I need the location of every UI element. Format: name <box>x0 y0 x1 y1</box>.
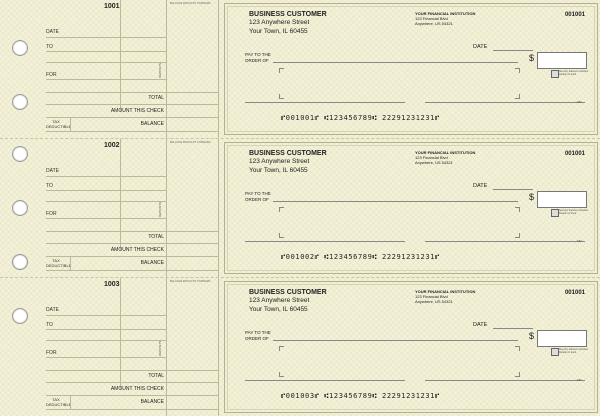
business-address: 123 Anywhere Street Your Town, IL 60455 <box>249 19 310 35</box>
stub-for-line <box>46 357 166 358</box>
check-stub <box>40 0 220 138</box>
check-date-label: DATE <box>473 322 488 328</box>
stub-number: 1003 <box>104 281 120 288</box>
stub-to-line <box>46 201 166 202</box>
dollar-sign: $ <box>529 331 535 341</box>
business-address: 123 Anywhere Street Your Town, IL 60455 <box>249 297 310 313</box>
check-row <box>0 0 600 138</box>
check-stub <box>40 139 220 277</box>
tax-deductible-label: TAX DEDUCTIBLE <box>46 397 72 407</box>
bracket-corner <box>515 94 520 99</box>
stub-to-line <box>46 62 166 63</box>
padlock-icon <box>551 209 559 217</box>
amount-this-check-label: AMOUNT THIS CHECK <box>110 108 164 114</box>
mp-label: MP <box>577 239 582 243</box>
amount-box <box>537 330 587 347</box>
check-row <box>0 278 600 416</box>
stub-to-label: TO <box>46 44 53 50</box>
binder-hole <box>12 146 28 162</box>
binder-hole <box>12 94 28 110</box>
check-number: 001001 <box>564 12 585 18</box>
stub-line <box>46 256 218 257</box>
total-label: TOTAL <box>148 373 164 379</box>
check-date-line <box>493 328 533 329</box>
amount-this-check-label: AMOUNT THIS CHECK <box>110 386 164 392</box>
bracket-corner <box>279 372 284 377</box>
binder-hole <box>12 308 28 324</box>
bank-address: 123 Financial Blvd Anywhere, US 54321 <box>415 294 453 304</box>
deposits-label: DEPOSITS <box>158 201 162 217</box>
stub-line <box>46 231 218 232</box>
payee-line <box>273 340 518 341</box>
memo-line <box>245 380 405 381</box>
bracket-corner <box>515 68 520 73</box>
stub-date-label: DATE <box>46 168 59 174</box>
balance-label: BALANCE <box>140 260 164 266</box>
security-text: Security features included. Details on back. <box>559 209 589 215</box>
dollar-sign: $ <box>529 53 535 63</box>
memo-line <box>245 241 405 242</box>
signature-line <box>425 241 585 242</box>
stub-for-label: FOR <box>46 72 57 78</box>
check-row <box>0 139 600 277</box>
stub-line <box>46 117 218 118</box>
bracket-corner <box>279 68 284 73</box>
padlock-icon <box>551 70 559 78</box>
stub-line <box>46 104 218 105</box>
deposits-label: DEPOSITS <box>158 62 162 78</box>
bank-name: YOUR FINANCIAL INSTITUTION <box>415 289 476 294</box>
check-date-line <box>493 50 533 51</box>
stub-line <box>46 382 218 383</box>
mp-label: MP <box>577 378 582 382</box>
pay-to-label: PAY TO THE ORDER OF <box>245 52 271 63</box>
bracket-corner <box>279 207 284 212</box>
binder-hole <box>12 40 28 56</box>
pay-to-label: PAY TO THE ORDER OF <box>245 191 271 202</box>
stub-date-line <box>46 176 166 177</box>
payee-line <box>273 201 518 202</box>
balance-brought-forward-label: BALANCE BROUGHT FORWARD <box>170 141 211 144</box>
balance-label: BALANCE <box>140 399 164 405</box>
bracket-corner <box>515 346 520 351</box>
stub-divider <box>218 139 219 277</box>
stub-to-line <box>46 329 166 330</box>
stub-to-label: TO <box>46 183 53 189</box>
mp-label: MP <box>577 100 582 104</box>
micr-line: ⑈001002⑈ ⑆123456789⑆ 22291231231⑈ <box>281 253 440 261</box>
stub-line <box>46 270 218 271</box>
check <box>224 3 598 135</box>
stub-for-label: FOR <box>46 211 57 217</box>
stub-divider <box>70 256 71 270</box>
stub-for-line <box>46 79 166 80</box>
bank-name: YOUR FINANCIAL INSTITUTION <box>415 11 476 16</box>
bracket-corner <box>515 233 520 238</box>
amount-this-check-label: AMOUNT THIS CHECK <box>110 247 164 253</box>
bracket-corner <box>279 346 284 351</box>
business-name: BUSINESS CUSTOMER <box>249 11 327 18</box>
security-text: Security features included. Details on back. <box>559 70 589 76</box>
bracket-corner <box>279 233 284 238</box>
stub-date-label: DATE <box>46 307 59 313</box>
check-number: 001001 <box>564 290 585 296</box>
stub-number: 1001 <box>104 3 120 10</box>
stub-date-line <box>46 315 166 316</box>
balance-brought-forward-label: BALANCE BROUGHT FORWARD <box>170 280 211 283</box>
pay-to-label: PAY TO THE ORDER OF <box>245 330 271 341</box>
business-name: BUSINESS CUSTOMER <box>249 150 327 157</box>
business-address: 123 Anywhere Street Your Town, IL 60455 <box>249 158 310 174</box>
padlock-icon <box>551 348 559 356</box>
check <box>224 281 598 413</box>
total-label: TOTAL <box>148 95 164 101</box>
amount-box <box>537 52 587 69</box>
memo-line <box>245 102 405 103</box>
stub-divider <box>218 0 219 138</box>
payee-line <box>273 62 518 63</box>
stub-for-line <box>46 218 166 219</box>
micr-line: ⑈001001⑈ ⑆123456789⑆ 22291231231⑈ <box>281 114 440 122</box>
stub-divider <box>218 278 219 416</box>
stub-to-label: TO <box>46 322 53 328</box>
dollar-sign: $ <box>529 192 535 202</box>
binder-hole <box>12 200 28 216</box>
stub-date-label: DATE <box>46 29 59 35</box>
check-stub <box>40 278 220 416</box>
stub-line <box>46 243 218 244</box>
binder-hole <box>12 254 28 270</box>
bracket-corner <box>515 207 520 212</box>
check-date-label: DATE <box>473 44 488 50</box>
tax-deductible-label: TAX DEDUCTIBLE <box>46 119 72 129</box>
stub-divider <box>70 395 71 409</box>
amount-box <box>537 191 587 208</box>
check <box>224 142 598 274</box>
stub-line <box>46 92 218 93</box>
bracket-corner <box>279 94 284 99</box>
signature-line <box>425 380 585 381</box>
stub-date-line <box>46 37 166 38</box>
stub-line <box>46 131 218 132</box>
business-name: BUSINESS CUSTOMER <box>249 289 327 296</box>
perforation-line <box>0 277 600 278</box>
stub-to-line <box>46 340 166 341</box>
balance-brought-forward-label: BALANCE BROUGHT FORWARD <box>170 2 211 5</box>
bank-address: 123 Financial Blvd Anywhere, US 54321 <box>415 155 453 165</box>
stub-to-line <box>46 190 166 191</box>
check-date-line <box>493 189 533 190</box>
stub-line <box>46 395 218 396</box>
check-number: 001001 <box>564 151 585 157</box>
micr-line: ⑈001003⑈ ⑆123456789⑆ 22291231231⑈ <box>281 392 440 400</box>
perforation-line <box>0 138 600 139</box>
deposits-label: DEPOSITS <box>158 340 162 356</box>
stub-to-line <box>46 51 166 52</box>
security-text: Security features included. Details on back. <box>559 348 589 354</box>
balance-label: BALANCE <box>140 121 164 127</box>
check-date-label: DATE <box>473 183 488 189</box>
bank-name: YOUR FINANCIAL INSTITUTION <box>415 150 476 155</box>
bracket-corner <box>515 372 520 377</box>
stub-line <box>46 370 218 371</box>
stub-line <box>46 409 218 410</box>
stub-divider <box>70 117 71 131</box>
tax-deductible-label: TAX DEDUCTIBLE <box>46 258 72 268</box>
signature-line <box>425 102 585 103</box>
bank-address: 123 Financial Blvd Anywhere, US 54321 <box>415 16 453 26</box>
stub-number: 1002 <box>104 142 120 149</box>
stub-for-label: FOR <box>46 350 57 356</box>
total-label: TOTAL <box>148 234 164 240</box>
